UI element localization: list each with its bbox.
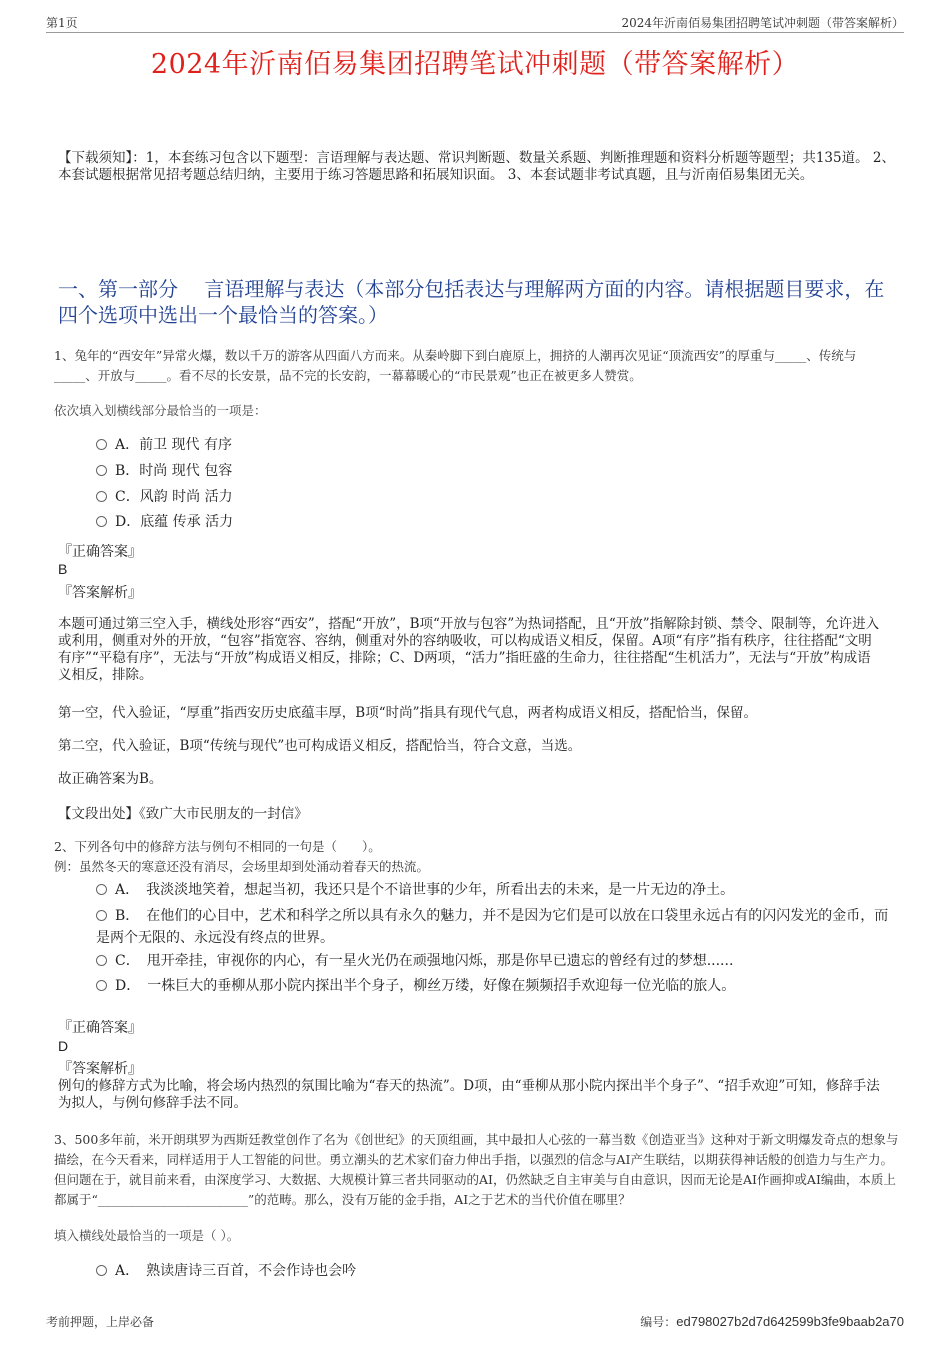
question-1-option-d[interactable]: D．底蕴 传承 活力 — [96, 511, 896, 533]
question-1-stem: 1、兔年的“西安年”异常火爆，数以千万的游客从四面八方而来。从秦岭脚下到白鹿原上，拥挤的人潮再次见证“顶流西安”的厚重与_____、传统与_____、开放与_____。看不尽的长安景，品不完的长安韵，一幕幕暖心的“市民景观”也正在被更多人赞赏。 — [54, 348, 857, 383]
header-doc-title: 2024年沂南佰易集团招聘笔试冲刺题（带答案解析） — [621, 16, 904, 30]
question-2-answer: D — [58, 1038, 69, 1054]
question-1-correct-label: 『正确答案』 — [58, 544, 142, 560]
footer-code-value: ed798027b2d7d642599b3fe9baab2a70 — [676, 1314, 904, 1329]
question-2-option-a[interactable]: A． 我淡淡地笑着，想起当初，我还只是个不谙世事的少年，所看出去的未来，是一片无边的净土。 — [96, 879, 896, 901]
radio-icon[interactable] — [96, 884, 107, 895]
radio-icon[interactable] — [96, 465, 107, 476]
question-2-option-c[interactable]: C． 甩开牵挂，审视你的内心，有一星火光仍在顽强地闪烁，那是你早已遗忘的曾经有过的梦想...... — [96, 950, 896, 972]
radio-icon[interactable] — [96, 516, 107, 527]
question-1-analysis-p4: 故正确答案为B。 — [58, 771, 163, 787]
question-3-stem: 3、500多年前，米开朗琪罗为西斯廷教堂创作了名为《创世纪》的天顶组画，其中最扣人心弦的一幕当数《创造亚当》这种对于新文明爆发奇点的想象与描绘，在今天看来，同样适用于人工智能的问世。勇立潮头的艺术家们奋力伸出手指，以强烈的信念与AI产生联结，以期获得神话般的创造力与生产力。但问题在于，就目前来看，由深度学习、大数据、大规模计算三者共同驱动的AI，仍然缺乏自主审美与自由意识，因而无论是AI作画抑或AI编曲，本质上都属于“________________________”的范畴。那么，没有万能的金手指，AI之于艺术的当代价值在哪里？ — [54, 1132, 899, 1207]
radio-icon[interactable] — [96, 955, 107, 966]
question-1-answer: B — [58, 561, 68, 577]
download-notice: 【下载须知】：1，本套练习包含以下题型：言语理解与表达题、常识判断题、数量关系题、判断推理题和资料分析题等题型；共135道。 2、本套试题根据常见招考题总结归纳，主要用于练习答题思路和拓展知识面。 3、本套试题非考试真题，且与沂南佰易集团无关。 — [58, 150, 895, 183]
question-1-analysis-p1: 本题可通过第三空入手，横线处形容“西安”，搭配“开放”，B项“开放与包容”为热词搭配，且“开放”指解除封锁、禁令、限制等，允许进入或利用，侧重对外的开放，“包容”指宽容、容纳，侧重对外的容纳吸收，可以构成语义相反，保留。A项“有序”指有秩序，往往搭配“文明有序”“平稳有序”，无法与“开放”构成语义相反，排除；C、D两项，“活力”指旺盛的生命力，往往搭配“生机活力”，无法与“开放”构成语义相反，排除。 — [58, 616, 880, 683]
footer-code-label: 编号： — [640, 1315, 677, 1329]
radio-icon[interactable] — [96, 491, 107, 502]
question-2-option-b[interactable]: B． 在他们的心目中，艺术和科学之所以具有永久的魅力，并不是因为它们是可以放在口袋里永远占有的闪闪发光的金币，而是两个无限的、永远没有终点的世界。 — [96, 908, 889, 946]
question-2-option-d[interactable]: D． 一株巨大的垂柳从那小院内探出半个身子，柳丝万缕，好像在频频招手欢迎每一位光临的旅人。 — [96, 975, 896, 997]
question-1-option-c[interactable]: C．风韵 时尚 活力 — [96, 486, 896, 508]
question-1-analysis-p3: 第二空，代入验证，B项“传统与现代”也可构成语义相反，搭配恰当，符合文意，当选。 — [58, 738, 582, 754]
radio-icon[interactable] — [96, 439, 107, 450]
footer-code — [640, 1313, 904, 1330]
radio-icon[interactable] — [96, 1265, 107, 1276]
section-title: 一、第一部分 言语理解与表达（本部分包括表达与理解两方面的内容。请根据题目要求，在四个选项中选出一个最恰当的答案。） — [58, 277, 885, 327]
question-2-analysis-label: 『答案解析』 — [58, 1061, 142, 1077]
radio-icon[interactable] — [96, 980, 107, 991]
question-2-example: 例：虽然冬天的寒意还没有消尽，会场里却到处涌动着春天的热流。 — [54, 859, 430, 874]
document-title: 2024年沂南佰易集团招聘笔试冲刺题（带答案解析） — [150, 49, 800, 80]
question-2-analysis: 例句的修辞方式为比喻，将会场内热烈的氛围比喻为“春天的热流”。D项，由“垂柳从那小院内探出半个身子”、“招手欢迎”可知，修辞手法为拟人，与例句修辞手法不同。 — [58, 1078, 880, 1111]
question-1-analysis-p2: 第一空，代入验证，“厚重”指西安历史底蕴丰厚，B项“时尚”指具有现代气息，两者构成语义相反，搭配恰当，保留。 — [58, 705, 758, 721]
footer-slogan: 考前押题，上岸必备 — [46, 1315, 155, 1329]
question-2-stem: 2、下列各句中的修辞方法与例句不相同的一句是（ ）。 — [54, 839, 381, 854]
question-1-analysis-label: 『答案解析』 — [58, 585, 142, 601]
question-1-source: 【文段出处】《致广大市民朋友的一封信》 — [58, 806, 308, 822]
page-header — [46, 14, 904, 33]
question-3-hint: 填入横线处最恰当的一项是（ ）。 — [54, 1228, 240, 1243]
question-2-correct-label: 『正确答案』 — [58, 1020, 142, 1036]
page-number: 第1页 — [46, 16, 78, 30]
question-1-option-b[interactable]: B．时尚 现代 包容 — [96, 460, 896, 482]
radio-icon[interactable] — [96, 910, 107, 921]
question-1-hint: 依次填入划横线部分最恰当的一项是： — [54, 403, 267, 418]
question-1-option-a[interactable]: A．前卫 现代 有序 — [96, 434, 896, 456]
question-3-option-a[interactable]: A． 熟读唐诗三百首，不会作诗也会吟 — [96, 1260, 896, 1282]
